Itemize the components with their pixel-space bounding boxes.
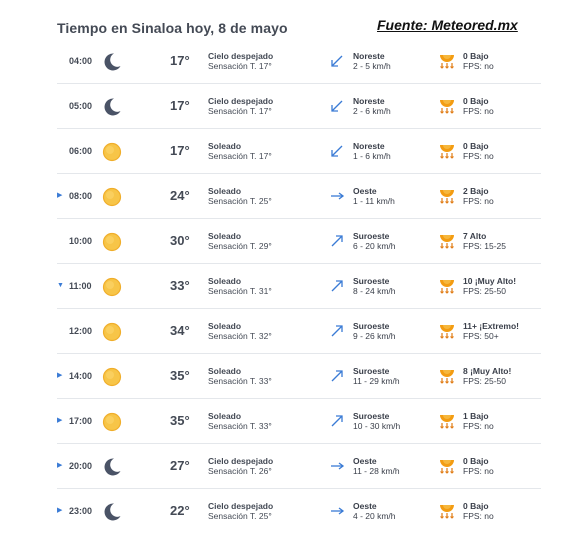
fps-label: FPS: 25-50	[463, 376, 506, 386]
sun-icon	[101, 366, 123, 388]
hour-label: 20:00	[69, 461, 93, 471]
wind-direction-label: Suroeste	[353, 276, 390, 286]
moon-icon	[101, 456, 123, 478]
condition-block	[208, 141, 318, 161]
temperature: 27°	[170, 458, 190, 473]
uv-index-label: 0 Bajo	[463, 501, 489, 511]
condition-label: Soleado	[208, 411, 242, 421]
wind-direction-label: Oeste	[353, 186, 377, 196]
condition-block	[208, 276, 318, 296]
feels-like-label: Sensación T. 31°	[208, 286, 272, 296]
wind-block	[353, 276, 433, 296]
condition-block	[208, 51, 318, 71]
forecast-row	[57, 84, 541, 129]
wind-direction-label: Suroeste	[353, 366, 390, 376]
condition-block	[208, 321, 318, 341]
forecast-row[interactable]	[57, 399, 541, 444]
wind-direction-icon	[329, 503, 345, 519]
wind-block	[353, 411, 433, 431]
hourly-forecast-list	[57, 39, 541, 534]
temperature: 17°	[170, 98, 190, 113]
hour-label: 11:00	[69, 281, 92, 291]
wind-direction-icon	[329, 278, 345, 294]
wind-speed-label: 4 - 20 km/h	[353, 511, 396, 521]
uv-index-label: 8 ¡Muy Alto!	[463, 366, 512, 376]
condition-label: Cielo despejado	[208, 456, 274, 466]
forecast-row	[57, 39, 541, 84]
feels-like-label: Sensación T. 33°	[208, 421, 272, 431]
wind-speed-label: 11 - 28 km/h	[353, 466, 400, 476]
forecast-row	[57, 219, 541, 264]
fps-label: FPS: no	[463, 61, 494, 71]
uv-index-icon	[438, 277, 456, 295]
temperature: 30°	[170, 233, 190, 248]
condition-block	[208, 501, 318, 521]
wind-speed-label: 1 - 6 km/h	[353, 151, 391, 161]
wind-speed-label: 8 - 24 km/h	[353, 286, 396, 296]
moon-icon	[101, 96, 123, 118]
source-link[interactable]: Fuente: Meteored.mx	[377, 17, 518, 33]
chevron-right-icon[interactable]	[57, 236, 65, 246]
chevron-right-icon[interactable]: ▶	[57, 192, 63, 199]
wind-speed-label: 1 - 11 km/h	[353, 196, 395, 206]
temperature: 35°	[170, 368, 190, 383]
wind-direction-label: Suroeste	[353, 411, 390, 421]
feels-like-label: Sensación T. 17°	[208, 106, 272, 116]
condition-label: Cielo despejado	[208, 96, 274, 106]
uv-index-icon	[438, 457, 456, 475]
condition-label: Cielo despejado	[208, 51, 274, 61]
uv-block	[463, 231, 543, 251]
wind-direction-label: Noreste	[353, 141, 385, 151]
fps-label: FPS: no	[463, 106, 494, 116]
temperature: 33°	[170, 278, 190, 293]
wind-direction-icon	[329, 323, 345, 339]
sun-icon	[101, 321, 123, 343]
sun-icon	[101, 186, 123, 208]
condition-block	[208, 411, 318, 431]
wind-block	[353, 51, 433, 71]
uv-index-icon	[438, 142, 456, 160]
wind-direction-icon	[329, 413, 345, 429]
wind-speed-label: 2 - 6 km/h	[353, 106, 391, 116]
wind-block	[353, 321, 433, 341]
hour-label: 14:00	[69, 371, 93, 381]
condition-block	[208, 96, 318, 116]
uv-block	[463, 51, 543, 71]
chevron-down-icon[interactable]: ▼	[57, 282, 64, 289]
temperature: 17°	[170, 143, 190, 158]
wind-block	[353, 141, 433, 161]
fps-label: FPS: no	[463, 151, 494, 161]
feels-like-label: Sensación T. 29°	[208, 241, 272, 251]
wind-direction-icon	[329, 188, 345, 204]
temperature: 24°	[170, 188, 190, 203]
forecast-row[interactable]	[57, 489, 541, 534]
fps-label: FPS: no	[463, 511, 494, 521]
hour-label: 12:00	[69, 326, 93, 336]
chevron-right-icon[interactable]	[57, 101, 65, 111]
uv-block	[463, 456, 543, 476]
uv-index-label: 0 Bajo	[463, 456, 489, 466]
wind-speed-label: 2 - 5 km/h	[353, 61, 391, 71]
chevron-right-icon[interactable]	[57, 146, 65, 156]
fps-label: FPS: 15-25	[463, 241, 506, 251]
uv-block	[463, 411, 543, 431]
forecast-row[interactable]	[57, 354, 541, 399]
wind-direction-label: Noreste	[353, 51, 385, 61]
feels-like-label: Sensación T. 26°	[208, 466, 272, 476]
wind-block	[353, 456, 433, 476]
uv-block	[463, 96, 543, 116]
forecast-row[interactable]	[57, 174, 541, 219]
chevron-right-icon[interactable]	[57, 56, 65, 66]
fps-label: FPS: 50+	[463, 331, 499, 341]
uv-index-icon	[438, 322, 456, 340]
uv-index-label: 1 Bajo	[463, 411, 489, 421]
wind-direction-label: Suroeste	[353, 321, 390, 331]
uv-index-icon	[438, 232, 456, 250]
feels-like-label: Sensación T. 17°	[208, 61, 272, 71]
uv-index-icon	[438, 52, 456, 70]
wind-block	[353, 366, 433, 386]
temperature: 22°	[170, 503, 190, 518]
moon-icon	[101, 51, 123, 73]
uv-index-icon	[438, 502, 456, 520]
feels-like-label: Sensación T. 17°	[208, 151, 272, 161]
wind-direction-icon	[329, 53, 345, 69]
wind-direction-label: Suroeste	[353, 231, 390, 241]
feels-like-label: Sensación T. 32°	[208, 331, 272, 341]
uv-index-icon	[438, 412, 456, 430]
condition-label: Soleado	[208, 321, 242, 331]
uv-index-label: 10 ¡Muy Alto!	[463, 276, 517, 286]
condition-block	[208, 366, 318, 386]
uv-index-label: 2 Bajo	[463, 186, 489, 196]
wind-direction-label: Noreste	[353, 96, 385, 106]
fps-label: FPS: 25-50	[463, 286, 506, 296]
condition-block	[208, 456, 318, 476]
forecast-row[interactable]	[57, 444, 541, 489]
fps-label: FPS: no	[463, 196, 494, 206]
wind-block	[353, 186, 433, 206]
forecast-row	[57, 129, 541, 174]
fps-label: FPS: no	[463, 421, 494, 431]
sun-icon	[101, 141, 123, 163]
uv-index-label: 0 Bajo	[463, 51, 489, 61]
uv-block	[463, 366, 543, 386]
chevron-right-icon[interactable]: ▶	[57, 507, 63, 514]
forecast-row[interactable]	[57, 264, 541, 309]
uv-index-label: 0 Bajo	[463, 141, 489, 151]
wind-direction-label: Oeste	[353, 456, 377, 466]
forecast-row	[57, 309, 541, 354]
condition-label: Soleado	[208, 186, 242, 196]
condition-label: Soleado	[208, 366, 242, 376]
condition-label: Cielo despejado	[208, 501, 274, 511]
hour-label: 04:00	[69, 56, 93, 66]
wind-direction-icon	[329, 233, 345, 249]
wind-speed-label: 11 - 29 km/h	[353, 376, 400, 386]
page-title: Tiempo en Sinaloa hoy, 8 de mayo	[57, 20, 288, 36]
uv-index-label: 0 Bajo	[463, 96, 489, 106]
uv-index-icon	[438, 367, 456, 385]
condition-label: Soleado	[208, 141, 242, 151]
temperature: 17°	[170, 53, 190, 68]
condition-label: Soleado	[208, 231, 242, 241]
uv-block	[463, 141, 543, 161]
hour-label: 05:00	[69, 101, 93, 111]
chevron-right-icon[interactable]: ▶	[57, 462, 63, 469]
feels-like-label: Sensación T. 33°	[208, 376, 272, 386]
uv-block	[463, 276, 543, 296]
wind-direction-icon	[329, 458, 345, 474]
fps-label: FPS: no	[463, 466, 494, 476]
chevron-right-icon[interactable]	[57, 326, 65, 336]
wind-direction-icon	[329, 143, 345, 159]
wind-speed-label: 9 - 26 km/h	[353, 331, 396, 341]
moon-icon	[101, 501, 123, 523]
wind-direction-icon	[329, 98, 345, 114]
wind-block	[353, 231, 433, 251]
temperature: 34°	[170, 323, 190, 338]
condition-label: Soleado	[208, 276, 242, 286]
hour-label: 10:00	[69, 236, 93, 246]
wind-speed-label: 10 - 30 km/h	[353, 421, 401, 431]
condition-block	[208, 231, 318, 251]
hour-label: 06:00	[69, 146, 93, 156]
hour-label: 08:00	[69, 191, 93, 201]
uv-index-icon	[438, 187, 456, 205]
wind-block	[353, 501, 433, 521]
feels-like-label: Sensación T. 25°	[208, 196, 272, 206]
uv-block	[463, 186, 543, 206]
feels-like-label: Sensación T. 25°	[208, 511, 272, 521]
sun-icon	[101, 231, 123, 253]
sun-icon	[101, 411, 123, 433]
uv-index-label: 11+ ¡Extremo!	[463, 321, 519, 331]
uv-block	[463, 501, 543, 521]
hour-label: 17:00	[69, 416, 93, 426]
uv-block	[463, 321, 543, 341]
uv-index-label: 7 Alto	[463, 231, 487, 241]
wind-speed-label: 6 - 20 km/h	[353, 241, 396, 251]
wind-direction-icon	[329, 368, 345, 384]
uv-index-icon	[438, 97, 456, 115]
sun-icon	[101, 276, 123, 298]
temperature: 35°	[170, 413, 190, 428]
chevron-right-icon[interactable]: ▶	[57, 372, 63, 379]
wind-block	[353, 96, 433, 116]
wind-direction-label: Oeste	[353, 501, 377, 511]
chevron-right-icon[interactable]: ▶	[57, 417, 63, 424]
condition-block	[208, 186, 318, 206]
hour-label: 23:00	[69, 506, 93, 516]
